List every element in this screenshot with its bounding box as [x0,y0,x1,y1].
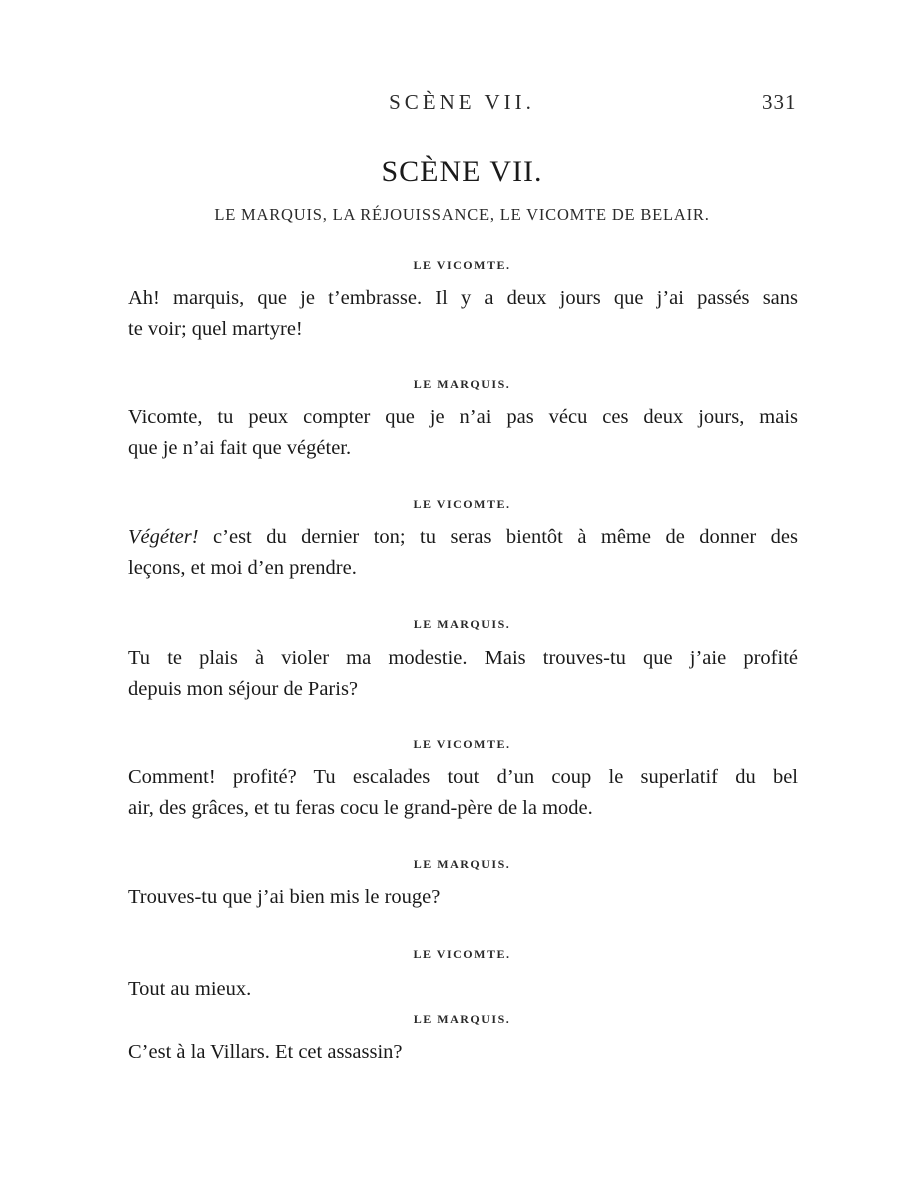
speaker-label: LE MARQUIS. [413,1012,511,1026]
speech-block [128,882,798,913]
speech-line: air, des grâces, et tu feras cocu le grand-père de la mode. [128,797,593,819]
speech-block [128,643,798,705]
running-head [0,90,900,120]
speech-line: te voir; quel martyre! [128,318,303,340]
speech-line: leçons, et moi d’en prendre. [128,557,357,579]
scene-title: SCÈNE VII. [381,155,543,188]
speech-line: Vicomte, tu peux compter que je n’ai pas vécu ces deux jours, mais [128,406,798,428]
speech-line: Tout au mieux. [128,978,252,1000]
speech-line: Tu te plais à violer ma modestie. Mais trouves-tu que j’aie profité [128,647,798,669]
speaker-label: LE VICOMTE. [413,497,511,511]
speech-line: Ah! marquis, que je t’embrasse. Il y a deux jours que j’ai passés sans [128,287,798,309]
speech-block [128,762,798,824]
speech-block [128,283,798,345]
speaker-label: LE VICOMTE. [413,737,511,751]
speaker-label: LE MARQUIS. [413,617,511,631]
speech-block [128,1037,798,1068]
speech-block [128,402,798,464]
speaker-label: LE MARQUIS. [413,377,511,391]
italic-word: Végéter! [128,526,199,548]
page-number: 331 [762,90,797,114]
speaker-label: LE VICOMTE. [413,258,511,272]
speech-line-rest: c’est du dernier ton; tu seras bientôt à même de donner des [198,526,798,548]
running-title: SCÈNE VII. [389,90,535,114]
speech-line [128,522,798,553]
speech-line: depuis mon séjour de Paris? [128,678,359,700]
speech-line: Trouves-tu que j’ai bien mis le rouge? [128,886,441,908]
speaker-label: LE VICOMTE. [413,947,511,961]
speech-line: Comment! profité? Tu escalades tout d’un coup le superlatif du bel [128,766,798,788]
speech-line: que je n’ai fait que végéter. [128,437,352,459]
speaker-label: LE MARQUIS. [413,857,511,871]
speech-line: C’est à la Villars. Et cet assassin? [128,1041,403,1063]
speech-block [128,522,798,584]
scene-characters: LE MARQUIS, LA RÉJOUISSANCE, LE VICOMTE DE BELAIR. [214,205,710,224]
speech-block [128,974,798,1005]
